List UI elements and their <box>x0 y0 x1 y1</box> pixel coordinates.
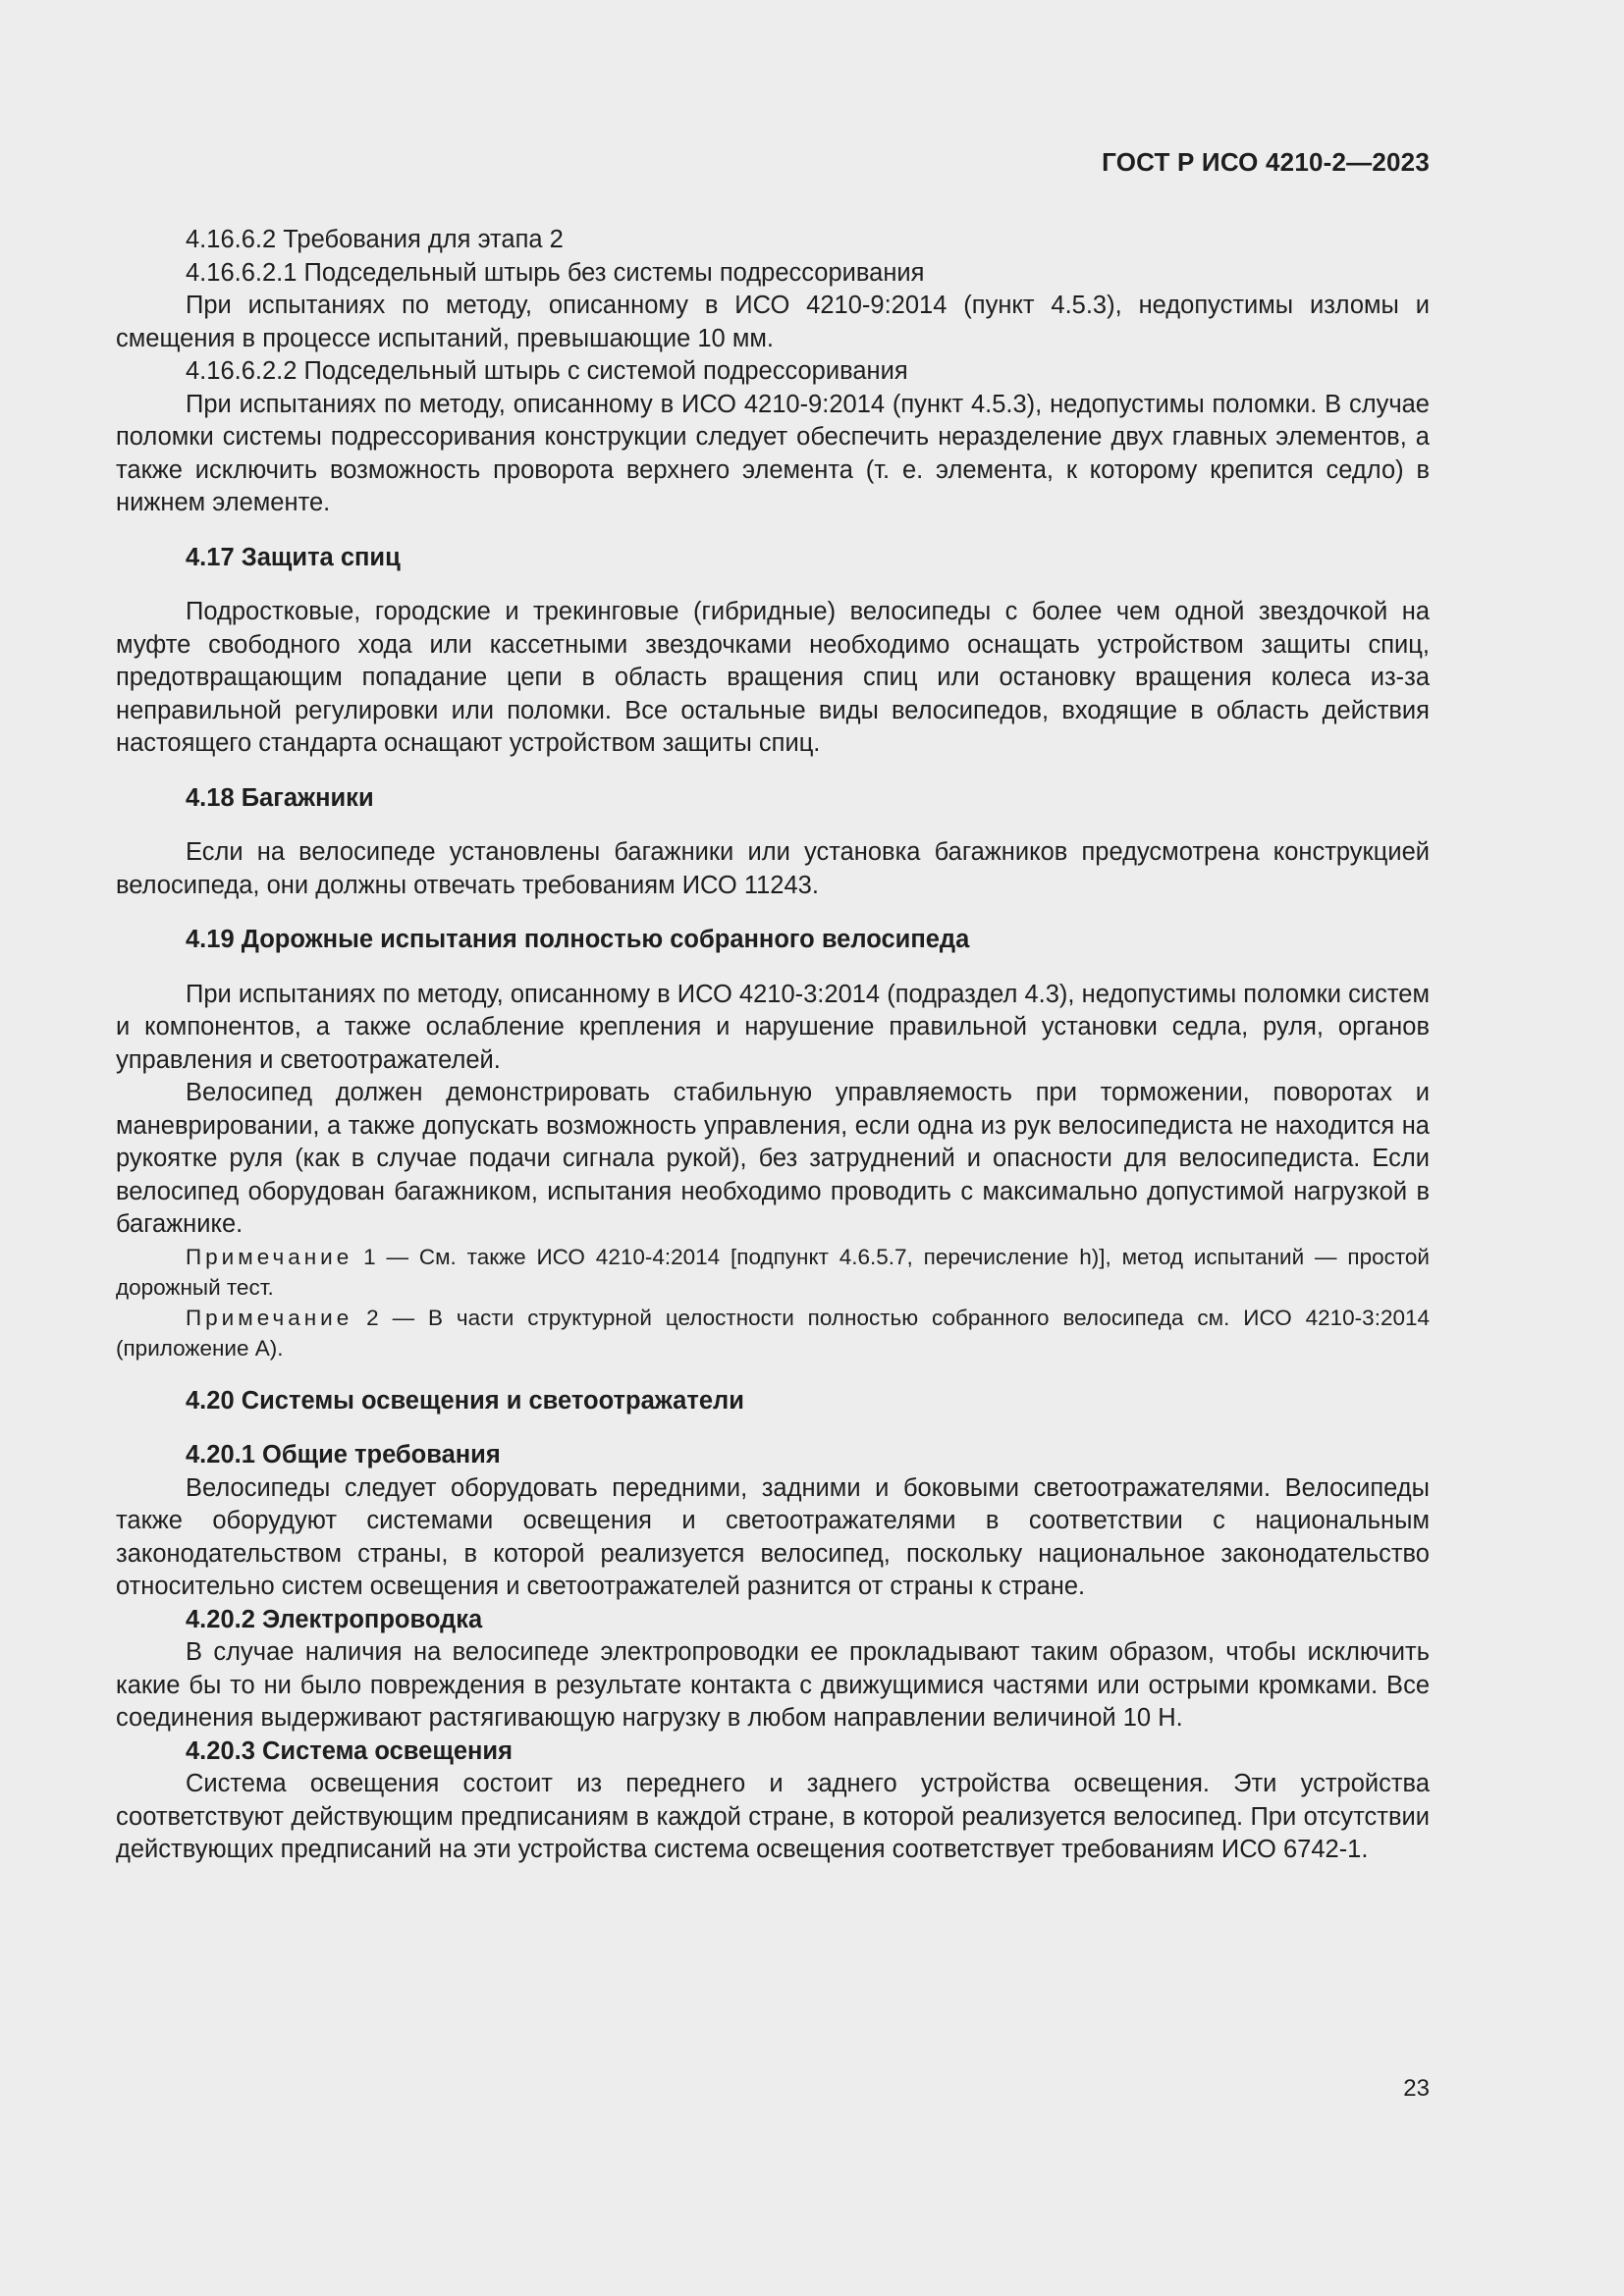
section-heading-4-20: 4.20 Системы освещения и светоотражатели <box>186 1386 744 1415</box>
subsection-heading-4-20-1: 4.20.1 Общие требования <box>186 1441 501 1468</box>
subsection-heading-4-20-2: 4.20.2 Электропроводка <box>186 1605 483 1633</box>
note-2 <box>116 1303 1430 1363</box>
section-heading-4-17: 4.17 Защита спиц <box>186 543 401 571</box>
paragraph: Система освещения состоит из переднего и заднего устройства освещения. Эти устройства соответствуют действующим предписаниям в каждой стране, в которой реализуется велосипед. При отсутствии действующих предписаний на эти устройства система освещения соответствует требованиям ИСО 6742-1. <box>116 1770 1430 1863</box>
section-heading-4-18: 4.18 Багажники <box>186 783 374 812</box>
paragraph: При испытаниях по методу, описанному в ИСО 4210-3:2014 (подраздел 4.3), недопустимы поломки систем и компонентов, а также ослабление крепления и нарушение правильной установки седла, руля, органов управления и светоотражателей. <box>116 980 1430 1074</box>
paragraph: В случае наличия на велосипеде электропроводки ее прокладывают таким образом, чтобы исключить какие бы то ни было повреждения в результате контакта с движущимися частями или острыми кромками. Все соединения выдерживают растягивающую нагрузку в любом направлении величиной 10 Н. <box>116 1638 1430 1732</box>
paragraph: При испытаниях по методу, описанному в ИСО 4210-9:2014 (пункт 4.5.3), недопустимы поломки. В случае поломки системы подрессоривания конструкции следует обеспечить неразделение двух главных элементов, а также исключить возможность проворота верхнего элемента (т. е. элемента, к которому крепится седло) в нижнем элементе. <box>116 390 1430 516</box>
note-text: 1 — См. также ИСО 4210-4:2014 [подпункт 4.6.5.7, перечисление h)], метод испытаний — простой дорожный тест. <box>116 1244 1430 1300</box>
note-label: Примечание <box>186 1244 353 1269</box>
note-text: 2 — В части структурной целостности полностью собранного велосипеда см. ИСО 4210-3:2014 (приложение А). <box>116 1305 1430 1361</box>
paragraph: Велосипеды следует оборудовать передними, задними и боковыми светоотражателями. Велосипеды также оборудуют системами освещения и светоотражателями в соответствии с национальным законодательством страны, в которой реализуется велосипед, поскольку национальное законодательство относительно систем освещения и светоотражателей разнится от страны к стране. <box>116 1473 1430 1600</box>
note-label: Примечание <box>186 1305 353 1330</box>
clause-4-16-6-2: 4.16.6.2 Требования для этапа 2 <box>186 226 564 253</box>
note-1 <box>116 1242 1430 1303</box>
paragraph: Велосипед должен демонстрировать стабильную управляемость при торможении, поворотах и маневрировании, а также допускать возможность управления, если одна из рук велосипедиста не находится на рукоятке руля (как в случае подачи сигнала рукой), без затруднений и опасности для велосипедиста. Если велосипед оборудован багажником, испытания необходимо проводить с максимально допустимой нагрузкой в багажнике. <box>116 1079 1430 1238</box>
paragraph: Если на велосипеде установлены багажники или установка багажников предусмотрена конструкцией велосипеда, они должны отвечать требованиям ИСО 11243. <box>116 838 1430 899</box>
document-body <box>116 224 1430 1867</box>
clause-4-16-6-2-1: 4.16.6.2.1 Подседельный штырь без системы подрессоривания <box>186 258 925 287</box>
document-code-header: ГОСТ Р ИСО 4210-2—2023 <box>1102 147 1430 177</box>
page-number: 23 <box>1403 2075 1430 2102</box>
subsection-heading-4-20-3: 4.20.3 Система освещения <box>186 1736 513 1765</box>
paragraph: При испытаниях по методу, описанному в ИСО 4210-9:2014 (пункт 4.5.3), недопустимы изломы и смещения в процессе испытаний, превышающие 10 мм. <box>116 292 1430 352</box>
section-heading-4-19: 4.19 Дорожные испытания полностью собранного велосипеда <box>186 926 970 953</box>
paragraph: Подростковые, городские и трекинговые (гибридные) велосипеды с более чем одной звездочкой на муфте свободного хода или кассетными звездочками необходимо оснащать устройством защиты спиц, предотвращающим попадание цепи в область вращения спиц или остановку вращения колеса из-за неправильной регулировки или поломки. Все остальные виды велосипедов, входящие в область действия настоящего стандарта оснащают устройством защиты спиц. <box>116 598 1430 757</box>
clause-4-16-6-2-2: 4.16.6.2.2 Подседельный штырь с системой подрессоривания <box>186 357 908 385</box>
